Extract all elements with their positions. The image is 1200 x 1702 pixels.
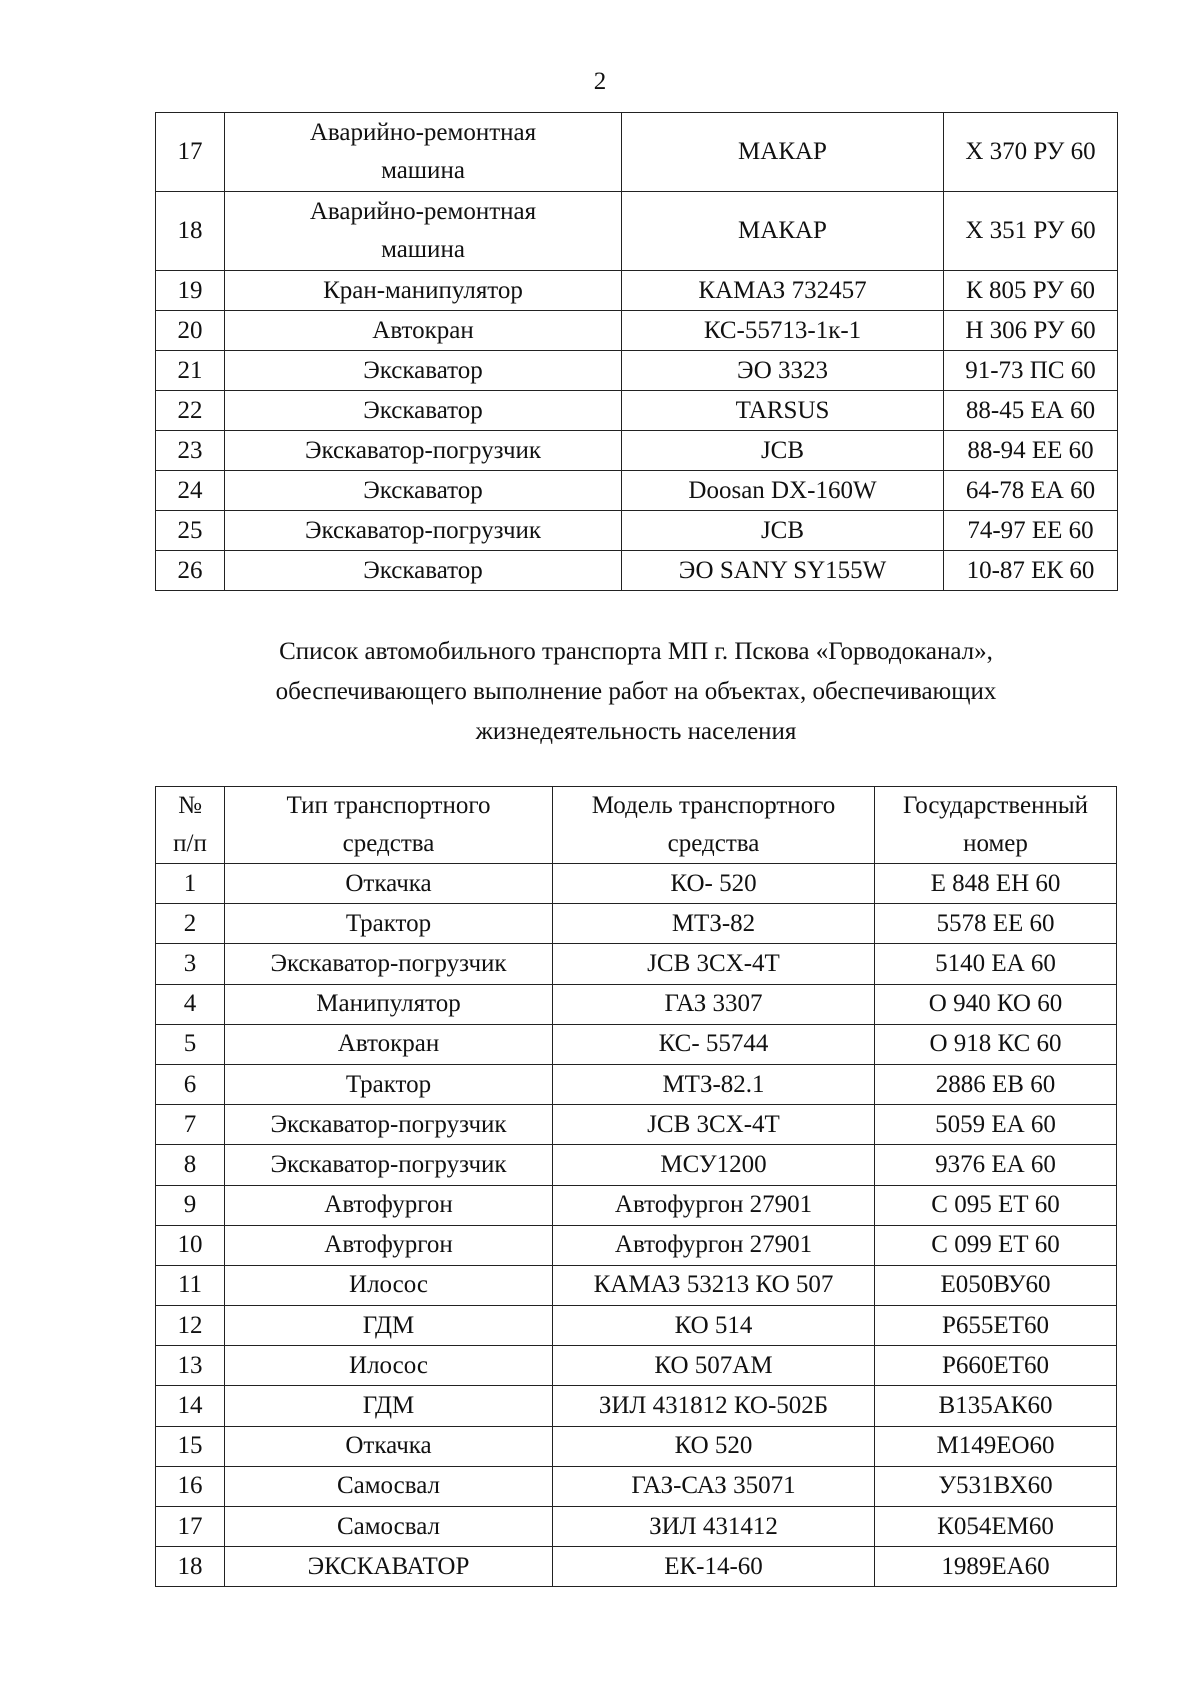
cell-vehicle-type: Экскаватор-погрузчик: [225, 1145, 553, 1185]
cell-vehicle-type: Откачка: [225, 1426, 553, 1466]
cell-vehicle-model: Автофургон 27901: [553, 1185, 875, 1225]
cell-vehicle-type: Экскаватор-погрузчик: [225, 511, 622, 551]
cell-vehicle-type: ГДМ: [225, 1306, 553, 1346]
header-type-line-1: Тип транспортного: [286, 792, 491, 819]
table-row: [156, 192, 1118, 271]
cell-number: 19: [156, 271, 225, 311]
cell-number: 12: [156, 1306, 225, 1346]
cell-vehicle-model: МАКАР: [622, 113, 944, 192]
cell-vehicle-type: Самосвал: [225, 1466, 553, 1506]
cell-number: 21: [156, 351, 225, 391]
cell-number: 24: [156, 471, 225, 511]
cell-vehicle-type: Автофургон: [225, 1225, 553, 1265]
cell-plate-number: С 095 ЕТ 60: [875, 1185, 1117, 1225]
header-plate-line-2: номер: [963, 830, 1028, 857]
cell-vehicle-model: МАКАР: [622, 192, 944, 271]
cell-vehicle-model: КО 507АМ: [553, 1346, 875, 1386]
cell-vehicle-type: Самосвал: [225, 1507, 553, 1547]
cell-number: 10: [156, 1225, 225, 1265]
cell-number: 6: [156, 1064, 225, 1104]
cell-plate-number: К054ЕМ60: [875, 1507, 1117, 1547]
cell-vehicle-type: Аварийно-ремонтная машина: [225, 192, 622, 271]
cell-plate-number: О 918 КС 60: [875, 1024, 1117, 1064]
cell-plate-number: 88-45 ЕА 60: [944, 391, 1118, 431]
table-row: [156, 1105, 1117, 1145]
cell-number: 26: [156, 551, 225, 591]
cell-plate-number: Н 306 РУ 60: [944, 311, 1118, 351]
cell-vehicle-model: ГАЗ-САЗ 35071: [553, 1466, 875, 1506]
cell-plate-number: С 099 ЕТ 60: [875, 1225, 1117, 1265]
cell-plate-number: Х 370 РУ 60: [944, 113, 1118, 192]
table-row: [156, 1547, 1117, 1587]
table-row: [156, 511, 1118, 551]
cell-vehicle-type: ГДМ: [225, 1386, 553, 1426]
cell-number: 17: [156, 1507, 225, 1547]
table-row: [156, 1225, 1117, 1265]
cell-vehicle-model: Doosan DX-160W: [622, 471, 944, 511]
cell-number: 22: [156, 391, 225, 431]
cell-number: 14: [156, 1386, 225, 1426]
cell-vehicle-model: JCB: [622, 511, 944, 551]
cell-plate-number: Р655ЕТ60: [875, 1306, 1117, 1346]
cell-vehicle-type: Автофургон: [225, 1185, 553, 1225]
cell-vehicle-type: Илосос: [225, 1346, 553, 1386]
caption-line-2: обеспечивающего выполнение работ на объектах, обеспечивающих: [275, 678, 997, 705]
cell-vehicle-type: Экскаватор: [225, 391, 622, 431]
table-row: [156, 1507, 1117, 1547]
table-row: [156, 1306, 1117, 1346]
cell-plate-number: Е 848 ЕН 60: [875, 864, 1117, 904]
cell-plate-number: 2886 ЕВ 60: [875, 1064, 1117, 1104]
cell-vehicle-model: TARSUS: [622, 391, 944, 431]
table-row: [156, 113, 1118, 192]
cell-vehicle-model: КО- 520: [553, 864, 875, 904]
table-row: [156, 864, 1117, 904]
cell-number: 18: [156, 192, 225, 271]
cell-plate-number: 74-97 ЕЕ 60: [944, 511, 1118, 551]
cell-number: 11: [156, 1265, 225, 1305]
cell-plate-number: 5140 ЕА 60: [875, 944, 1117, 984]
cell-vehicle-model: ЗИЛ 431812 КО-502Б: [553, 1386, 875, 1426]
cell-number: 20: [156, 311, 225, 351]
table-row: [156, 984, 1117, 1024]
cell-number: 25: [156, 511, 225, 551]
cell-vehicle-type: Экскаватор: [225, 471, 622, 511]
cell-vehicle-model: Автофургон 27901: [553, 1225, 875, 1265]
cell-plate-number: 9376 ЕА 60: [875, 1145, 1117, 1185]
cell-vehicle-type: Трактор: [225, 1064, 553, 1104]
cell-vehicle-type: Экскаватор-погрузчик: [225, 944, 553, 984]
cell-number: 13: [156, 1346, 225, 1386]
cell-plate-number: О 940 КО 60: [875, 984, 1117, 1024]
cell-vehicle-type: Экскаватор-погрузчик: [225, 431, 622, 471]
table-row: [156, 1024, 1117, 1064]
table-row: [156, 1064, 1117, 1104]
page-number: 2: [593, 68, 607, 95]
cell-vehicle-type: ЭКСКАВАТОР: [225, 1547, 553, 1587]
cell-plate-number: К 805 РУ 60: [944, 271, 1118, 311]
table-row: [156, 1265, 1117, 1305]
cell-vehicle-model: КС-55713-1к-1: [622, 311, 944, 351]
cell-vehicle-model: КО 520: [553, 1426, 875, 1466]
cell-vehicle-model: КАМАЗ 732457: [622, 271, 944, 311]
cell-vehicle-model: МСУ1200: [553, 1145, 875, 1185]
header-type-line-2: средства: [342, 830, 435, 857]
table-header-row: [156, 787, 1117, 864]
gorvodokanal-vehicles-table-body: [156, 864, 1117, 1587]
cell-plate-number: В135АК60: [875, 1386, 1117, 1426]
cell-vehicle-model: МТЗ-82.1: [553, 1064, 875, 1104]
cell-plate-number: М149ЕО60: [875, 1426, 1117, 1466]
cell-vehicle-type: Автокран: [225, 1024, 553, 1064]
cell-plate-number: У531ВХ60: [875, 1466, 1117, 1506]
table-row: [156, 1466, 1117, 1506]
cell-plate-number: 91-73 ПС 60: [944, 351, 1118, 391]
cell-vehicle-type: Трактор: [225, 904, 553, 944]
cell-plate-number: 64-78 ЕА 60: [944, 471, 1118, 511]
cell-plate-number: Е050ВУ60: [875, 1265, 1117, 1305]
cell-number: 16: [156, 1466, 225, 1506]
cell-vehicle-model: ЕК-14-60: [553, 1547, 875, 1587]
header-vehicle-model: [553, 787, 875, 864]
table-row: [156, 351, 1118, 391]
cell-vehicle-type: Экскаватор-погрузчик: [225, 1105, 553, 1145]
gorvodokanal-vehicles-table: [155, 786, 1117, 1587]
caption-line-1: Список автомобильного транспорта МП г. Пскова «Горводоканал»,: [279, 638, 993, 665]
cell-vehicle-model: ЭО SANY SY155W: [622, 551, 944, 591]
cell-vehicle-type: Откачка: [225, 864, 553, 904]
header-number: [156, 787, 225, 864]
cell-vehicle-type: Аварийно-ремонтная машина: [225, 113, 622, 192]
cell-vehicle-type: Экскаватор: [225, 551, 622, 591]
cell-number: 15: [156, 1426, 225, 1466]
cell-number: 18: [156, 1547, 225, 1587]
table-row: [156, 1185, 1117, 1225]
header-model-line-2: средства: [667, 830, 760, 857]
table-row: [156, 944, 1117, 984]
header-plate-line-1: Государственный: [902, 792, 1089, 819]
cell-number: 3: [156, 944, 225, 984]
cell-vehicle-model: JCB 3CX-4T: [553, 1105, 875, 1145]
cell-vehicle-model: МТЗ-82: [553, 904, 875, 944]
cell-vehicle-type: Илосос: [225, 1265, 553, 1305]
cell-number: 1: [156, 864, 225, 904]
table-row: [156, 1426, 1117, 1466]
cell-vehicle-type: Манипулятор: [225, 984, 553, 1024]
table-row: [156, 431, 1118, 471]
table-row: [156, 1386, 1117, 1426]
header-model-line-1: Модель транспортного: [591, 792, 836, 819]
cell-number: 2: [156, 904, 225, 944]
cell-vehicle-type: Экскаватор: [225, 351, 622, 391]
vehicles-table-continued-body: [156, 113, 1118, 591]
cell-vehicle-model: КО 514: [553, 1306, 875, 1346]
table-row: [156, 551, 1118, 591]
cell-plate-number: 1989ЕА60: [875, 1547, 1117, 1587]
cell-number: 9: [156, 1185, 225, 1225]
header-plate-number: [875, 787, 1117, 864]
cell-plate-number: Х 351 РУ 60: [944, 192, 1118, 271]
table-row: [156, 271, 1118, 311]
cell-number: 7: [156, 1105, 225, 1145]
cell-vehicle-type: Кран-манипулятор: [225, 271, 622, 311]
table-row: [156, 1346, 1117, 1386]
cell-number: 17: [156, 113, 225, 192]
cell-vehicle-model: ЭО 3323: [622, 351, 944, 391]
cell-vehicle-model: JCB: [622, 431, 944, 471]
cell-number: 5: [156, 1024, 225, 1064]
cell-vehicle-model: КАМАЗ 53213 КО 507: [553, 1265, 875, 1305]
cell-vehicle-model: ГАЗ 3307: [553, 984, 875, 1024]
table-row: [156, 1145, 1117, 1185]
cell-plate-number: 10-87 ЕК 60: [944, 551, 1118, 591]
cell-plate-number: 5059 ЕА 60: [875, 1105, 1117, 1145]
cell-number: 8: [156, 1145, 225, 1185]
header-number-line-2: п/п: [173, 830, 207, 857]
cell-plate-number: 88-94 ЕЕ 60: [944, 431, 1118, 471]
cell-vehicle-type: Автокран: [225, 311, 622, 351]
table-row: [156, 471, 1118, 511]
cell-number: 4: [156, 984, 225, 1024]
header-vehicle-type: [225, 787, 553, 864]
table-row: [156, 904, 1117, 944]
header-number-line-1: №: [178, 792, 202, 819]
table-row: [156, 311, 1118, 351]
cell-plate-number: Р660ЕТ60: [875, 1346, 1117, 1386]
table-row: [156, 391, 1118, 431]
cell-vehicle-model: КС- 55744: [553, 1024, 875, 1064]
caption-line-3: жизнедеятельность населения: [475, 718, 797, 745]
section-caption: [155, 632, 1117, 752]
cell-plate-number: 5578 ЕЕ 60: [875, 904, 1117, 944]
cell-vehicle-model: ЗИЛ 431412: [553, 1507, 875, 1547]
cell-vehicle-model: JCB 3CX-4T: [553, 944, 875, 984]
vehicles-table-continued: [155, 112, 1118, 591]
cell-number: 23: [156, 431, 225, 471]
